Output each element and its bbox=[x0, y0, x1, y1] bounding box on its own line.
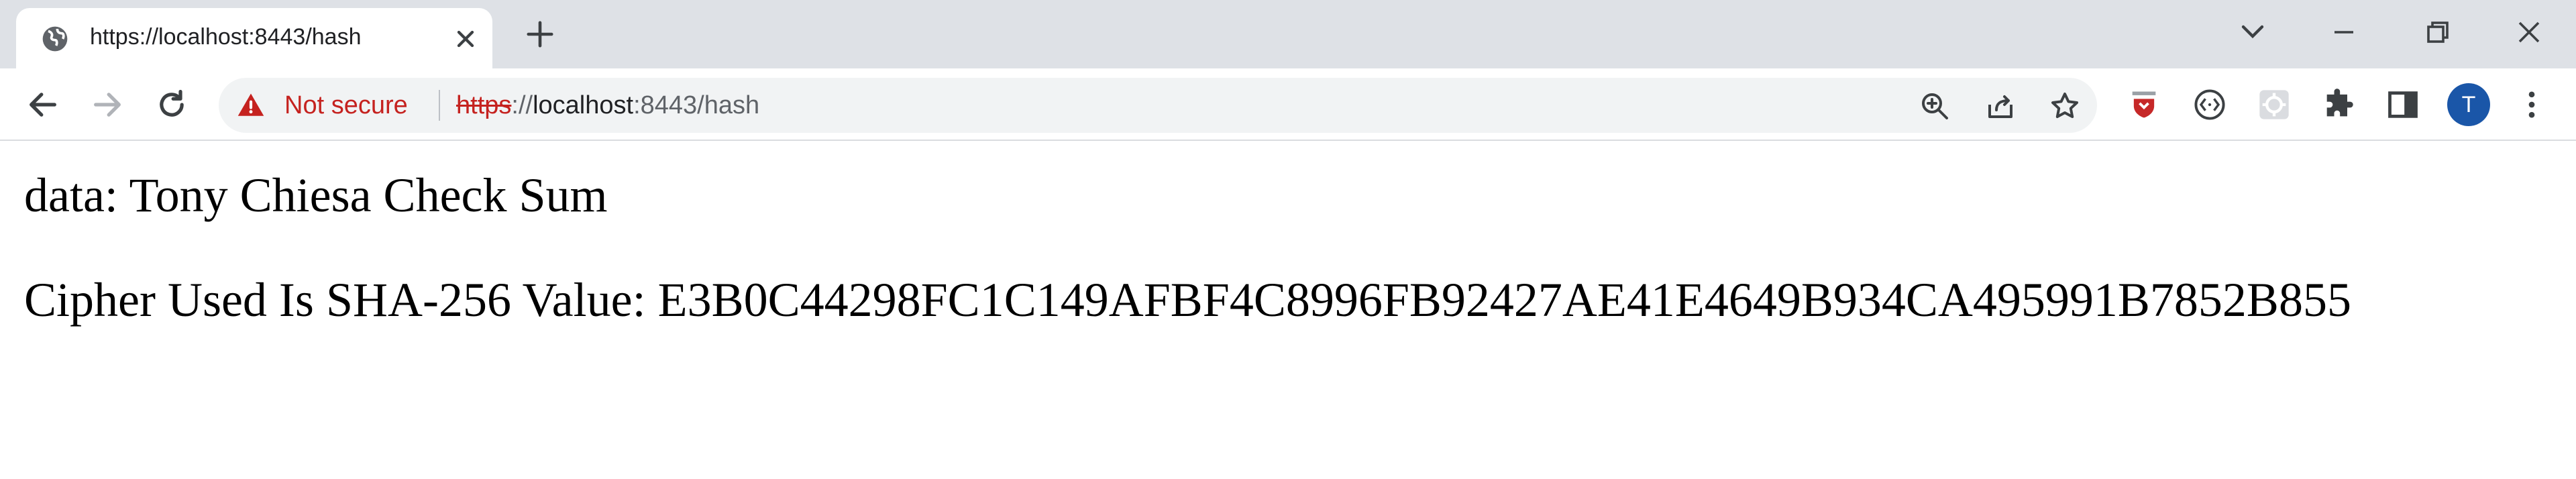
shield-extension-icon[interactable] bbox=[2127, 87, 2161, 122]
restore-icon[interactable] bbox=[2422, 16, 2454, 48]
zoom-icon[interactable] bbox=[1919, 90, 1951, 122]
address-bar[interactable] bbox=[219, 78, 2097, 133]
url-scheme: https bbox=[456, 91, 512, 119]
more-menu-icon[interactable] bbox=[2514, 87, 2549, 122]
data-line bbox=[24, 168, 608, 223]
tab-title: https://localhost:8443/hash bbox=[90, 24, 362, 50]
tab-search-icon[interactable] bbox=[2237, 16, 2269, 48]
omnibox-divider bbox=[439, 90, 440, 121]
profile-avatar[interactable]: T bbox=[2447, 83, 2490, 126]
new-tab-icon[interactable] bbox=[525, 19, 555, 50]
close-window-icon[interactable] bbox=[2513, 16, 2545, 48]
forward-icon[interactable] bbox=[90, 87, 125, 122]
code-extension-icon[interactable] bbox=[2192, 87, 2227, 122]
cipher-name: SHA-256 bbox=[325, 273, 511, 327]
cipher-line bbox=[24, 272, 2351, 328]
hash-value: E3B0C44298FC1C149AFBF4C8996FB92427AE41E4649B934CA495991B7852B855 bbox=[657, 273, 2351, 327]
settings-extension-icon[interactable] bbox=[2257, 87, 2292, 122]
back-icon[interactable] bbox=[25, 87, 60, 122]
extensions-puzzle-icon[interactable] bbox=[2321, 87, 2356, 122]
value-label: Value: bbox=[522, 273, 646, 327]
browser-toolbar bbox=[0, 68, 2576, 141]
cipher-label: Cipher Used Is bbox=[24, 273, 314, 327]
url-path: :8443/hash bbox=[633, 91, 760, 119]
globe-icon bbox=[42, 25, 68, 52]
warning-icon[interactable] bbox=[236, 91, 266, 119]
url-text[interactable] bbox=[456, 91, 759, 120]
data-label: data: bbox=[24, 168, 118, 222]
minimize-icon[interactable] bbox=[2328, 16, 2360, 48]
reload-icon[interactable] bbox=[154, 87, 189, 122]
close-tab-icon[interactable] bbox=[452, 25, 479, 52]
bookmark-star-icon[interactable] bbox=[2049, 90, 2081, 122]
side-panel-icon[interactable] bbox=[2385, 87, 2420, 122]
url-separator: :// bbox=[511, 91, 533, 119]
browser-tab[interactable] bbox=[16, 8, 492, 68]
tab-strip bbox=[0, 0, 2576, 68]
data-value: Tony Chiesa Check Sum bbox=[129, 168, 608, 222]
share-icon[interactable] bbox=[1984, 90, 2017, 122]
page-content bbox=[0, 142, 2576, 479]
url-host: localhost bbox=[533, 91, 634, 119]
security-status[interactable]: Not secure bbox=[284, 91, 408, 119]
